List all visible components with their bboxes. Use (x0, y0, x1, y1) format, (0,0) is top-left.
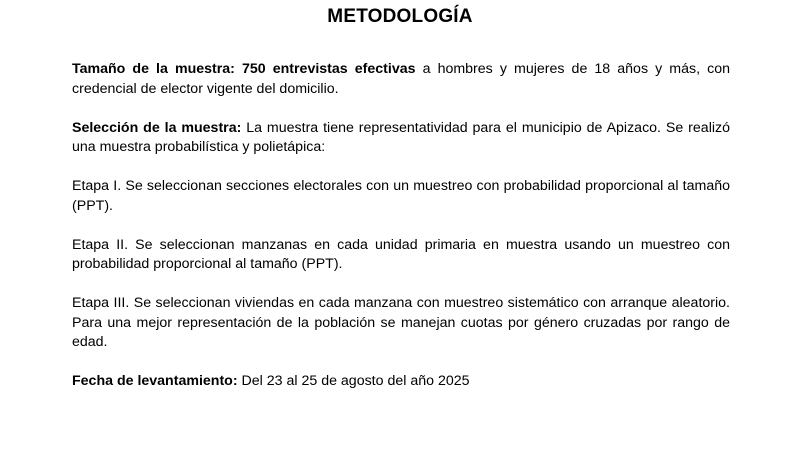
sample-selection-label: Selección de la muestra: (72, 119, 242, 136)
sample-size-label: Tamaño de la muestra: (72, 61, 235, 77)
methodology-body (72, 60, 730, 411)
survey-date-text: Del 23 al 25 de agosto del año 2025 (241, 373, 470, 389)
sample-selection-paragraph (72, 119, 730, 158)
stage-1-paragraph: Etapa I. Se seleccionan secciones electorales con un muestreo con probabilidad proporcional al tamaño (PPT). (72, 178, 730, 214)
stage-3-paragraph: Etapa III. Se seleccionan viviendas en cada manzana con muestreo sistemático con arranque aleatorio. Para una mejor representación de la población se manejan cuotas por género cruzadas por rango de edad. (72, 295, 730, 350)
sample-size-value: 750 entrevistas efectivas (242, 61, 416, 77)
sample-size-text: a hombres y mujeres de 18 años y más, con credencial de elector vigente del domicilio. (72, 61, 730, 97)
stage-2-paragraph: Etapa II. Se seleccionan manzanas en cada unidad primaria en muestra usando un muestreo con probabilidad proporcional al tamaño (PPT). (72, 236, 730, 272)
survey-date-paragraph (72, 372, 730, 392)
sample-size-paragraph (72, 60, 730, 99)
page-title: METODOLOGÍA (327, 6, 473, 27)
sample-selection-text: La muestra tiene representatividad para el municipio de Apizaco. Se realizó una muestra probabilística y polietápica: (72, 119, 730, 155)
survey-date-label: Fecha de levantamiento: (72, 373, 238, 389)
